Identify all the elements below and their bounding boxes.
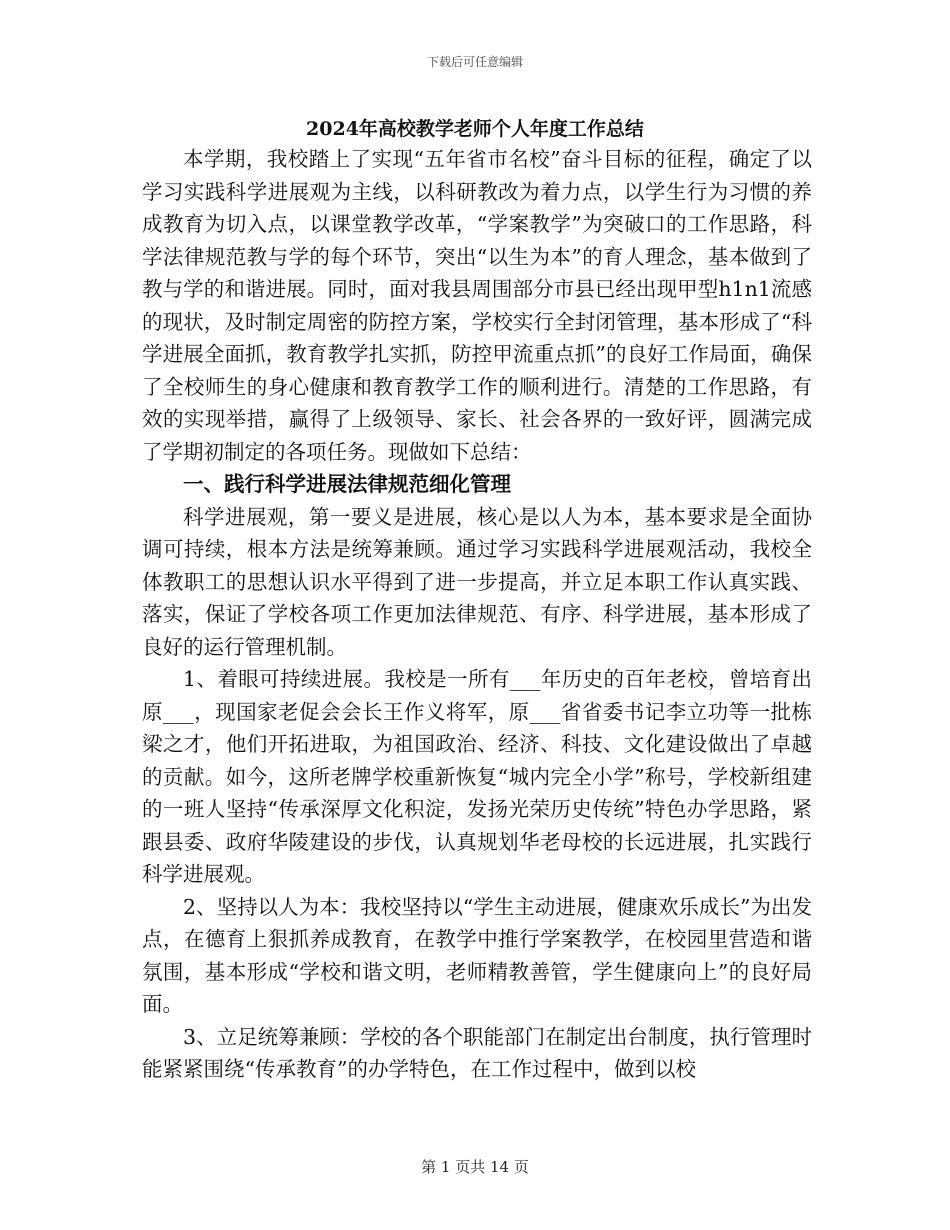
paragraph-intro: 本学期，我校踏上了实现“五年省市名校”奋斗目标的征程，确定了以学习实践科学进展观为主线，以科研教改为着力点，以学生行为习惯的养成教育为切入点，以课堂教学改革，“学案教学”为突破口的工作思路，科学法律规范教与学的每个环节，突出“以生为本”的育人理念，基本做到了教与学的和谐进展。同时，面对我县周围部分市县已经出现甲型h1n1流感的现状，及时制定周密的防控方案，学校实行全封闭管理，基本形成了“科学进展全面抓，教育教学扎实抓，防控甲流重点抓”的良好工作局面，确保了全校师生的身心健康和教育教学工作的顺利进行。清楚的工作思路，有效的实现举措，赢得了上级领导、家长、社会各界的一致好评，圆满完成了学期初制定的各项任务。现做如下总结： (142, 147, 812, 464)
header-note: 下载后可任意编辑 (426, 55, 523, 69)
paragraph-item-3: 3、立足统筹兼顾：学校的各个职能部门在制定出台制度，执行管理时能紧紧围绕“传承教育”的办学特色，在工作过程中，做到以校 (142, 1024, 812, 1081)
paragraph-item-2: 2、坚持以人为本：我校坚持以“学生主动进展，健康欢乐成长”为出发点，在德育上狠抓养成教育，在教学中推行学案教学，在校园里营造和谐氛围，基本形成“学校和谐文明，老师精教善管，学生健康向上”的良好局面。 (142, 894, 812, 1016)
document-body (142, 143, 812, 1086)
section-heading: 一、践行科学进展法律规范细化管理 (183, 472, 511, 496)
page-number: 第 1 页共 14 页 (421, 1158, 529, 1176)
document-title: 2024年高校教学老师个人年度工作总结 (306, 118, 644, 140)
paragraph-item-1: 1、着眼可持续进展。我校是一所有___年历史的百年老校，曾培育出原___，现国家老促会会长王作义将军，原___省省委书记李立功等一批栋梁之才，他们开拓进取，为祖国政治、经济、科技、文化建设做出了卓越的贡献。如今，这所老牌学校重新恢复“城内完全小学”称号，学校新组建的一班人坚持“传承深厚文化积淀，发扬光荣历史传统”特色办学思路，紧跟县委、政府华陵建设的步伐，认真规划华老母校的长远进展，扎实践行科学进展观。 (142, 667, 812, 886)
paragraph-scientific-development: 科学进展观，第一要义是进展，核心是以人为本，基本要求是全面协调可持续，根本方法是统筹兼顾。通过学习实践科学进展观活动，我校全体教职工的思想认识水平得到了进一步提高，并立足本职工作认真实践、落实，保证了学校各项工作更加法律规范、有序、科学进展，基本形成了良好的运行管理机制。 (142, 504, 812, 659)
